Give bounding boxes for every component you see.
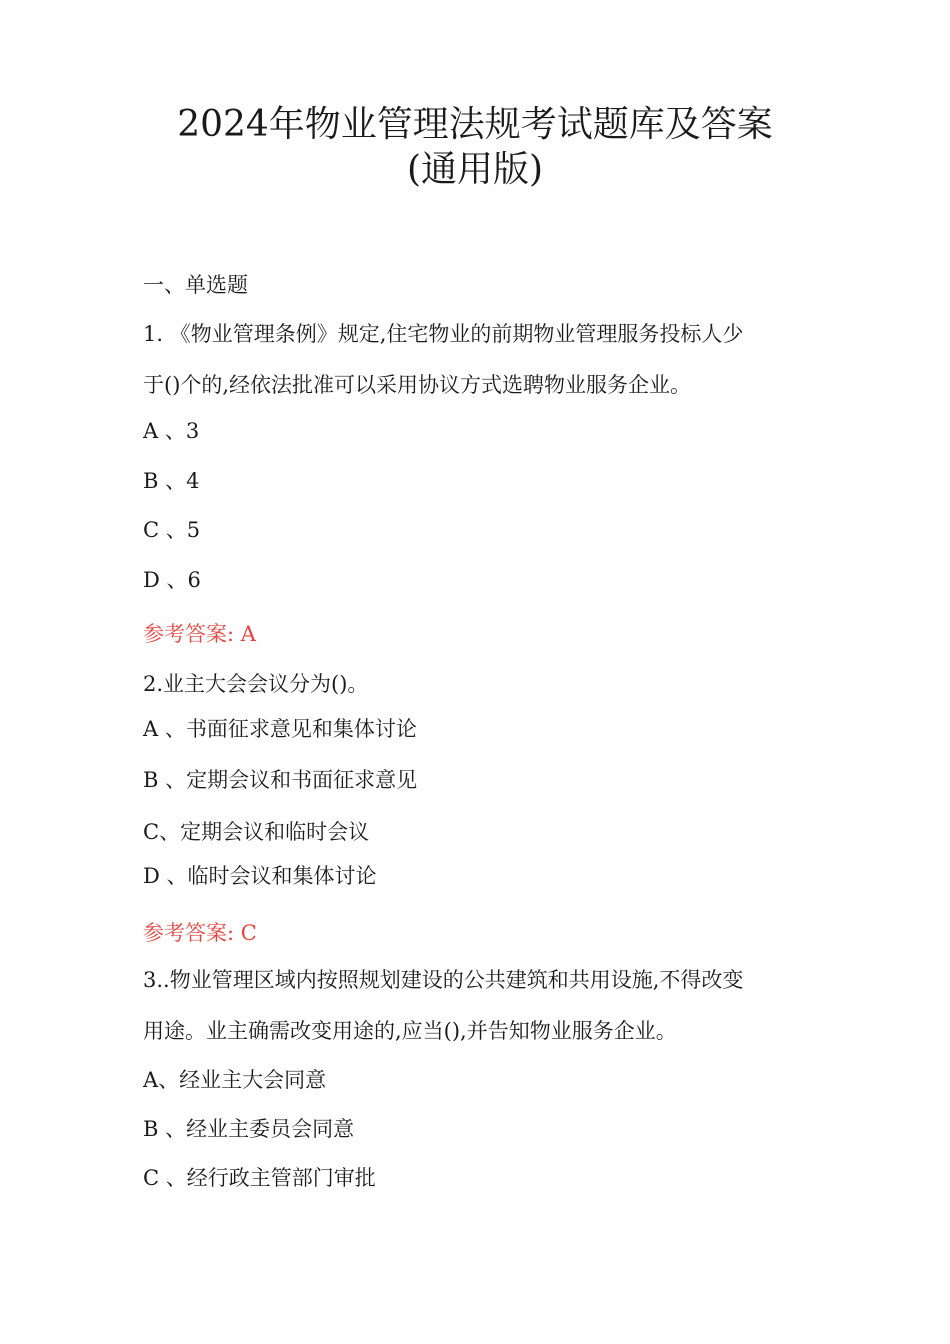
answer-value: C	[240, 921, 257, 945]
question-1-option-c: C 、5	[143, 518, 201, 542]
question-1-option-b: B 、4	[143, 469, 200, 493]
answer-value: A	[240, 622, 256, 646]
question-1-stem-line-2: 于()个的,经依法批准可以采用协议方式选聘物业服务企业。	[143, 373, 692, 397]
question-2-option-c: C、定期会议和临时会议	[143, 820, 370, 844]
question-3-option-c: C 、经行政主管部门审批	[143, 1166, 376, 1190]
answer-label: 参考答案:	[143, 622, 235, 646]
question-1-option-d: D 、6	[143, 568, 201, 592]
document-title-line-2: (通用版)	[406, 149, 544, 190]
question-2-option-b: B 、定期会议和书面征求意见	[143, 768, 418, 792]
question-3-stem-line-1: 3..物业管理区域内按照规划建设的公共建筑和共用设施,不得改变	[143, 968, 744, 992]
question-1-option-a: A 、3	[143, 419, 200, 443]
question-3-option-a: A、经业主大会同意	[143, 1068, 327, 1092]
question-2-stem: 2.业主大会会议分为()。	[143, 672, 369, 696]
section-heading: 一、单选题	[143, 273, 248, 297]
question-2-answer	[143, 920, 257, 946]
question-1-stem-line-1: 1. 《物业管理条例》规定,住宅物业的前期物业管理服务投标人少	[143, 322, 744, 346]
question-2-option-d: D 、临时会议和集体讨论	[143, 864, 377, 888]
question-3-option-b: B 、经业主委员会同意	[143, 1117, 355, 1141]
question-1-answer	[143, 621, 256, 647]
question-3-stem-line-2: 用途。业主确需改变用途的,应当(),并告知物业服务企业。	[143, 1019, 677, 1043]
document-title-line-1: 2024年物业管理法规考试题库及答案	[177, 104, 773, 145]
answer-label: 参考答案:	[143, 921, 235, 945]
question-2-option-a: A 、书面征求意见和集体讨论	[143, 717, 417, 741]
